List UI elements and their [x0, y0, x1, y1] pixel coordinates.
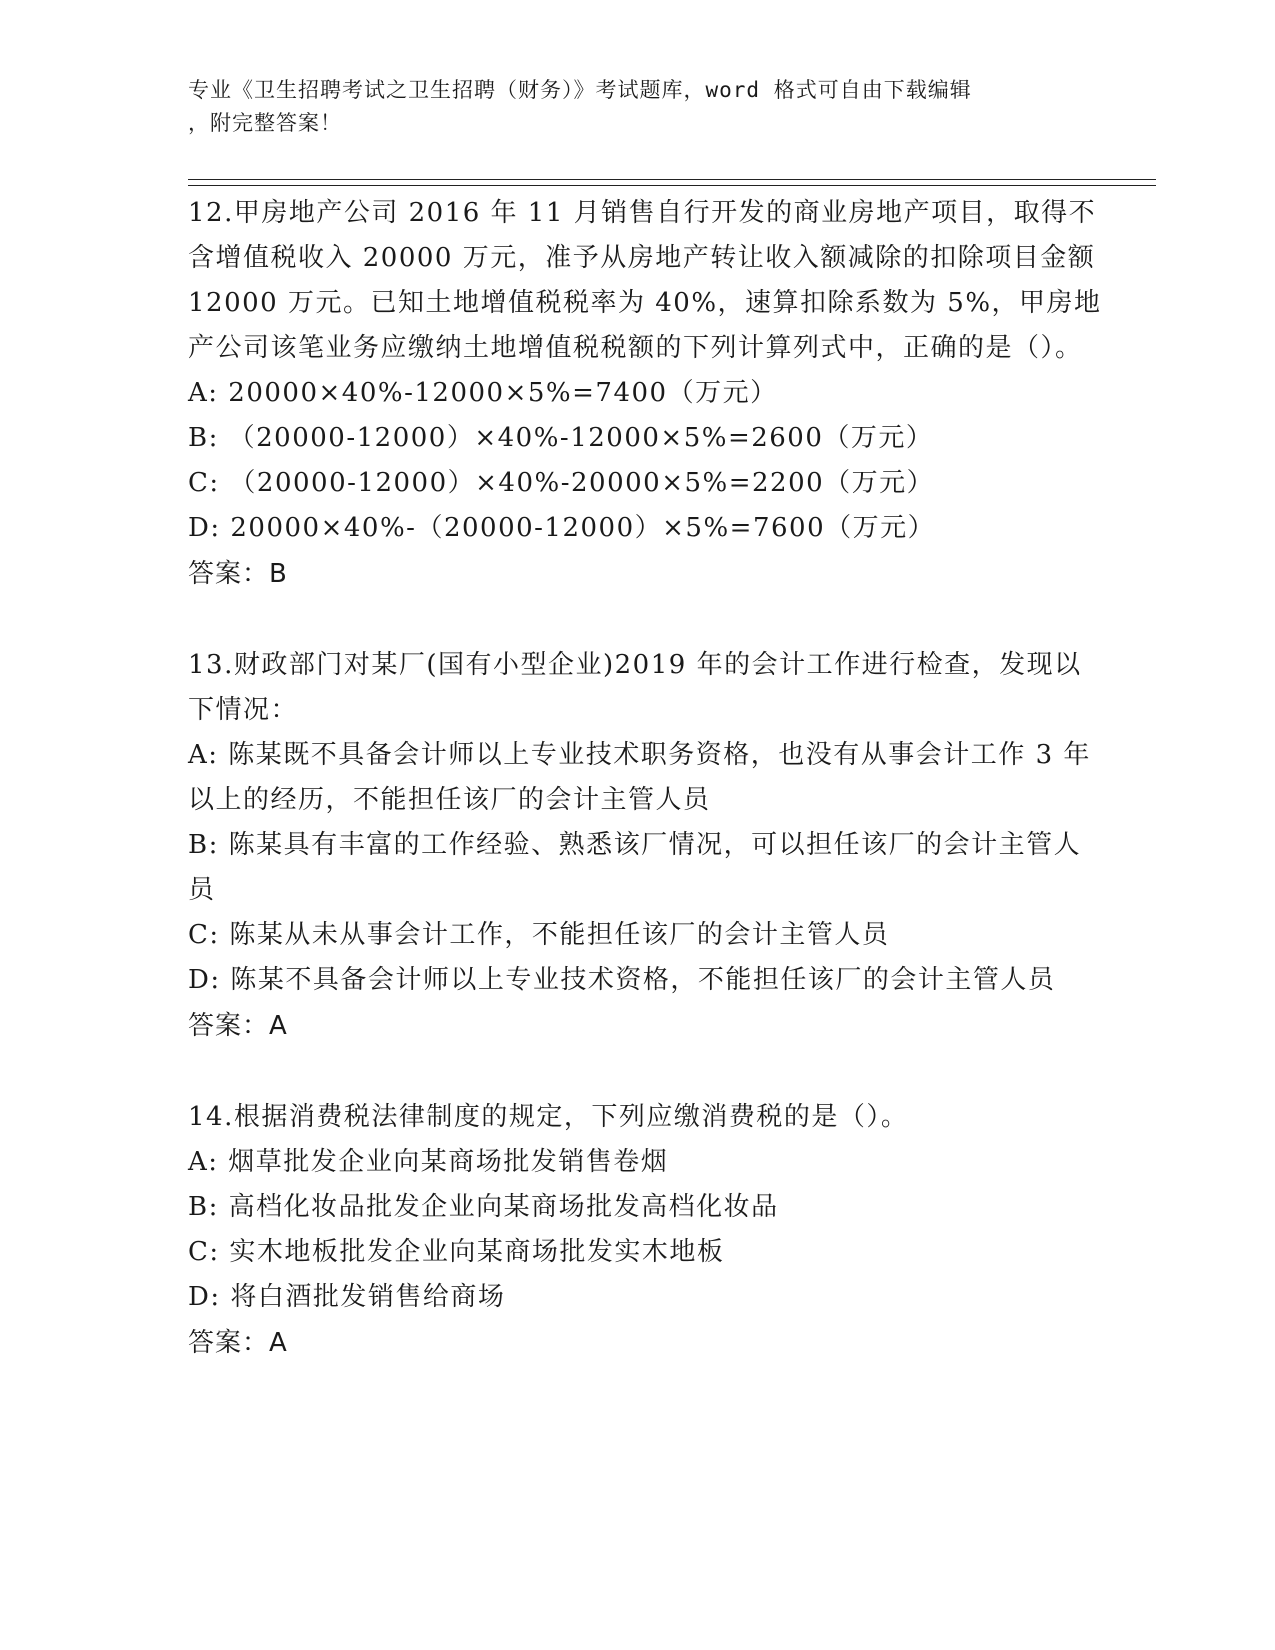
question-13 — [188, 643, 1108, 1049]
option-c: C: 陈某从未从事会计工作，不能担任该厂的会计主管人员 — [188, 920, 890, 950]
header-divider-top — [188, 179, 1156, 180]
answer: 答案：A — [188, 1011, 288, 1041]
document-header: 专业《卫生招聘考试之卫生招聘（财务）》考试题库，word 格式可自由下载编辑 ，附完整答案！ — [188, 78, 972, 135]
option-b: B: 高档化妆品批发企业向某商场批发高档化妆品 — [188, 1192, 779, 1222]
option-d: D: 将白酒批发销售给商场 — [188, 1282, 506, 1312]
question-stem: 13.财政部门对某厂(国有小型企业)2019 年的会计工作进行检查，发现以下情况： — [188, 650, 1082, 725]
option-d: D: 陈某不具备会计师以上专业技术资格，不能担任该厂的会计主管人员 — [188, 965, 1056, 995]
option-d: D: 20000×40%-（20000-12000）×5%=7600（万元） — [188, 513, 936, 543]
question-stem: 12.甲房地产公司 2016 年 11 月销售自行开发的商业房地产项目，取得不含增值税收入 20000 万元，准予从房地产转让收入额减除的扣除项目金额 12000 万元。已知土地增值税税率为 40%，速算扣除系数为 5%，甲房地产公司该笔业务应缴纳土地增值税税额的下列计算列式中，正确的是（）。 — [188, 198, 1102, 363]
header-divider-bottom — [188, 185, 1156, 186]
option-a: A: 烟草批发企业向某商场批发销售卷烟 — [188, 1147, 669, 1177]
question-14 — [188, 1095, 1108, 1366]
option-c: C: （20000-12000）×40%-20000×5%=2200（万元） — [188, 468, 935, 498]
answer: 答案：B — [188, 559, 288, 589]
option-c: C: 实木地板批发企业向某商场批发实木地板 — [188, 1237, 725, 1267]
option-b: B: （20000-12000）×40%-12000×5%=2600（万元） — [188, 423, 934, 453]
question-list — [188, 191, 1108, 1412]
question-12 — [188, 191, 1108, 597]
option-a: A: 陈某既不具备会计师以上专业技术职务资格，也没有从事会计工作 3 年以上的经历，不能担任该厂的会计主管人员 — [188, 740, 1091, 815]
option-a: A: 20000×40%-12000×5%=7400（万元） — [188, 378, 778, 408]
answer: 答案：A — [188, 1328, 288, 1358]
option-b: B: 陈某具有丰富的工作经验、熟悉该厂情况，可以担任该厂的会计主管人员 — [188, 830, 1082, 905]
question-stem: 14.根据消费税法律制度的规定，下列应缴消费税的是（）。 — [188, 1102, 909, 1132]
